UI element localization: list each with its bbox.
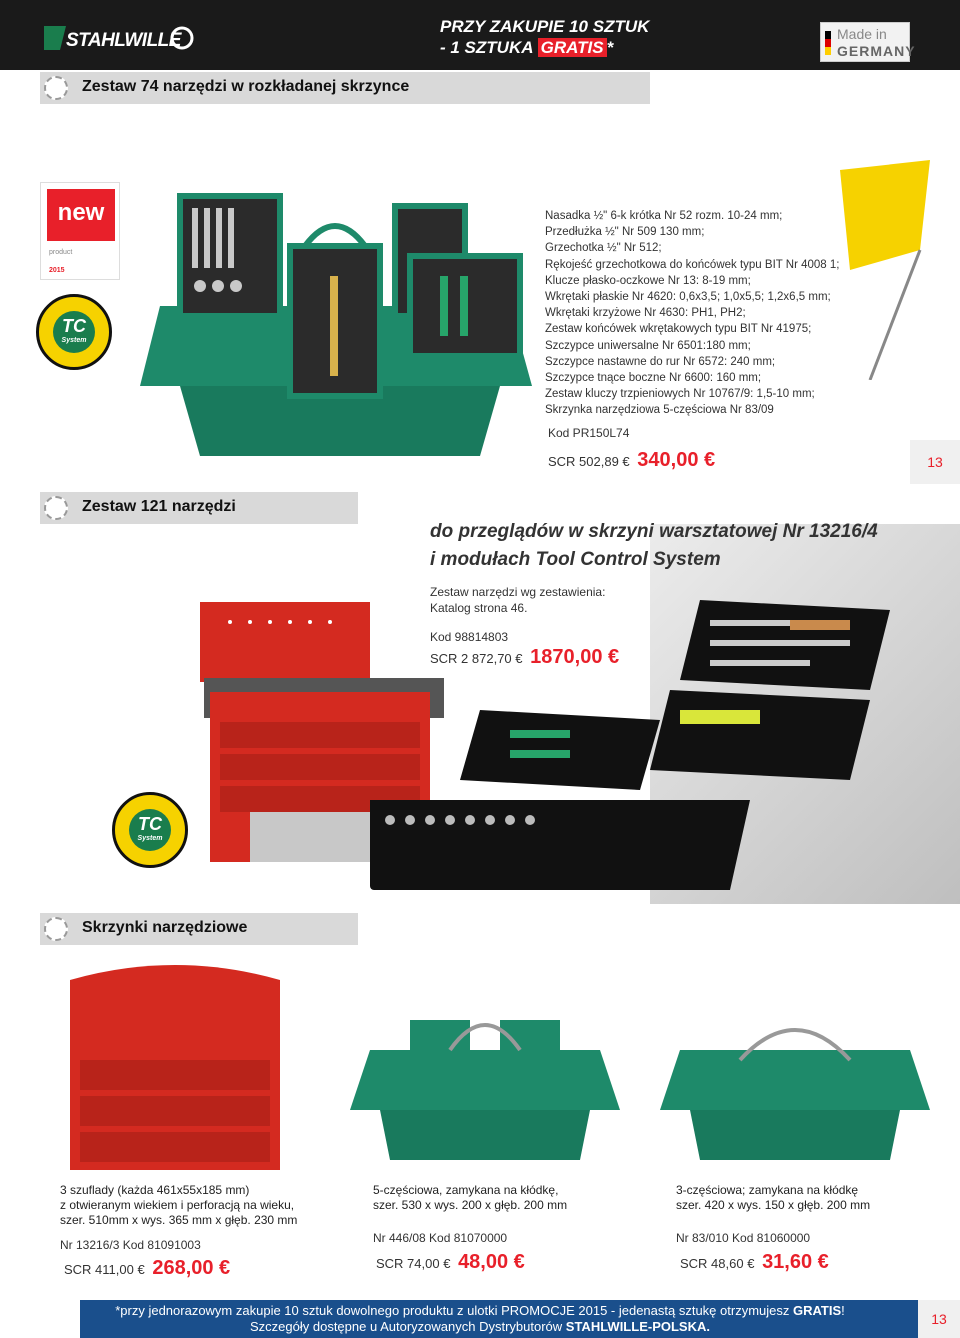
promo-price: 31,60 € (762, 1251, 829, 1273)
spec-item: Wkrętaki płaskie Nr 4620: 0,6x3,5; 1,0x5,5; 1,2x6,5 mm; (545, 291, 831, 304)
tc-system-icon (129, 809, 171, 851)
box-3-description (676, 1183, 870, 1213)
section-3-title: Skrzynki narzędziowe (82, 919, 248, 936)
box-2-description (373, 1183, 567, 1213)
section-1-kod: Kod PR150L74 (548, 426, 630, 440)
promo-price: 1870,00 € (530, 646, 620, 668)
tc-system-icon (53, 311, 95, 353)
product-label: product (49, 249, 73, 256)
heading-line-2: i modułach Tool Control System (430, 549, 721, 570)
desc-line: 5-częściowa, zamykana na kłódkę, (373, 1183, 559, 1197)
tc-system-badge (36, 294, 112, 370)
section-2-bar (40, 492, 358, 524)
desc-line: z otwieranym wiekiem i perforacją na wieku, (60, 1198, 295, 1212)
scr-price: SCR 48,60 € (680, 1256, 755, 1271)
tool-trays-image (370, 600, 890, 890)
footer-line-2: Szczegóły dostępne u Autoryzowanych Dystrybutorów (250, 1319, 566, 1334)
promo-star: * (606, 38, 614, 57)
new-label: new (47, 189, 115, 241)
desc-line: 3 szuflady (każda 461x55x185 mm) (60, 1183, 250, 1197)
spec-item: Klucze płasko-oczkowe Nr 13: 8-19 mm; (545, 274, 751, 287)
section-3-bar (40, 913, 358, 945)
desc-line: szer. 530 x wys. 200 x głęb. 200 mm (373, 1198, 568, 1212)
germany-label: GERMANY (837, 43, 916, 59)
section-2-title: Zestaw 121 narzędzi (82, 498, 236, 515)
box-1-price (64, 1257, 230, 1280)
box-3-price (680, 1251, 829, 1274)
promo-price: 48,00 € (458, 1251, 525, 1273)
scr-price: SCR 411,00 € (64, 1262, 145, 1277)
tc-sub-label: System (61, 337, 87, 344)
footer-exclamation: ! (841, 1303, 845, 1318)
scr-price: SCR 502,89 € (548, 454, 630, 469)
spec-item: Zestaw końcówek wkrętakowych typu BIT Nr 41975; (545, 323, 812, 336)
footer-gratis: GRATIS (792, 1303, 842, 1318)
badge-year: 2015 (49, 267, 65, 274)
promo-price: 268,00 € (152, 1257, 231, 1279)
box-2-kod: Nr 446/08 Kod 81070000 (373, 1231, 508, 1245)
tc-sub-label: System (137, 835, 163, 842)
section-bullet-icon (44, 76, 68, 100)
made-in-germany-badge (820, 22, 916, 62)
tc-label: TC (138, 814, 162, 834)
spec-item: Skrzynka narzędziowa 5-częściowa Nr 83/09 (545, 404, 774, 417)
tc-label: TC (62, 316, 86, 336)
footer-text (0, 1303, 960, 1335)
desc-line: szer. 510mm x wys. 365 mm x głęb. 230 mm (60, 1213, 298, 1227)
germany-flag-icon (825, 31, 831, 55)
desc-line: 3-częściowa; zamykana na kłódkę (676, 1183, 859, 1197)
scr-price: SCR 74,00 € (376, 1256, 451, 1271)
note-line-2: Katalog strona 46. (430, 601, 528, 615)
red-toolbox-image (60, 960, 290, 1180)
green-3-part-box-image (660, 1000, 930, 1170)
promo-price: 340,00 € (637, 449, 716, 471)
new-product-badge (40, 182, 120, 280)
promo-banner (440, 16, 649, 58)
yellow-flag-image (840, 160, 940, 380)
footer-brand: STAHLWILLE-POLSKA. (565, 1319, 710, 1334)
promo-gratis-badge: GRATIS (538, 38, 607, 57)
page-number-tab: 13 (910, 440, 960, 484)
toolbox-74-image (140, 186, 532, 466)
made-in-label: Made in (837, 26, 887, 42)
footer-line-1: *przy jednorazowym zakupie 10 sztuk dowolnego produktu z ulotki PROMOCJE 2015 - jedenastą sztukę otrzymujesz (115, 1303, 793, 1318)
box-3-kod: Nr 83/010 Kod 81060000 (676, 1231, 811, 1245)
spec-item: Szczypce uniwersalne Nr 6501:180 mm; (545, 339, 751, 352)
tc-system-badge (112, 792, 188, 868)
note-line-1: Zestaw narzędzi wg zestawienia: (430, 585, 606, 599)
section-bullet-icon (44, 496, 68, 520)
header-bar (0, 0, 960, 70)
desc-line: szer. 420 x wys. 150 x głęb. 200 mm (676, 1198, 871, 1212)
promo-line-1: PRZY ZAKUPIE 10 SZTUK (440, 17, 650, 36)
box-1-kod: Nr 13216/3 Kod 81091003 (60, 1238, 201, 1252)
promo-line-2: - 1 SZTUKA (440, 38, 538, 57)
heading-line-1: do przeglądów w skrzyni warsztatowej Nr 13216/4 (430, 521, 878, 542)
spec-item: Rękojeść grzechotkowa do końcówek typu BIT Nr 4008 1; (545, 258, 840, 271)
box-2-price (376, 1251, 525, 1274)
footer-page-number: 13 (918, 1300, 960, 1338)
section-1-spec-list (545, 208, 839, 419)
section-1-price (548, 449, 715, 472)
spec-item: Nasadka ½" 6-k krótka Nr 52 rozm. 10-24 mm; (545, 210, 783, 222)
section-1-title: Zestaw 74 narzędzi w rozkładanej skrzynce (82, 78, 410, 95)
green-5-part-box-image (350, 990, 620, 1170)
scr-price: SCR 2 872,70 € (430, 651, 523, 666)
section-2-kod: Kod 98814803 (430, 630, 509, 644)
section-bullet-icon (44, 917, 68, 941)
box-1-description (60, 1183, 297, 1228)
section-1-bar (40, 72, 650, 104)
spec-item: Szczypce nastawne do rur Nr 6572: 240 mm; (545, 355, 776, 368)
stahlwille-logo (44, 18, 194, 58)
spec-item: Wkrętaki krzyżowe Nr 4630: PH1, PH2; (545, 307, 746, 320)
spec-item: Zestaw kluczy trzpieniowych Nr 10767/9: 1,5-10 mm; (545, 388, 815, 401)
spec-item: Szczypce tnące boczne Nr 6600: 160 mm; (545, 372, 762, 385)
footer-bar (80, 1300, 960, 1338)
brand-name: STAHLWILLE (66, 30, 181, 51)
section-2-heading (430, 518, 910, 574)
spec-item: Przedłużka ½" Nr 509 130 mm; (545, 226, 705, 239)
spec-item: Grzechotka ½" Nr 512; (545, 242, 662, 255)
